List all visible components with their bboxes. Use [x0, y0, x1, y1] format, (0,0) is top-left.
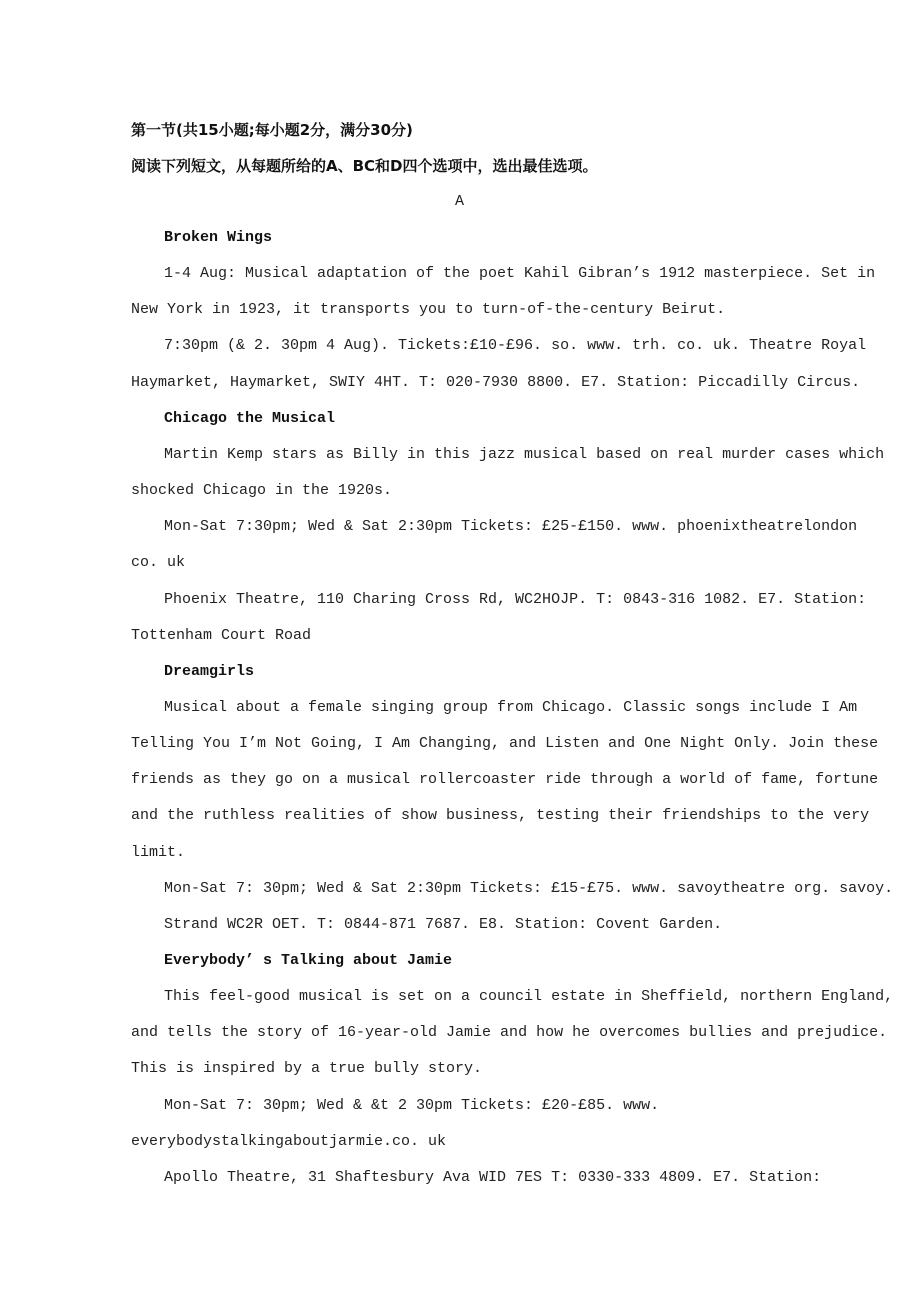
passage-line: Haymarket, Haymarket, SWIY 4HT. T: 020-7930 8800. E7. Station: Piccadilly Circus.	[131, 374, 861, 391]
passage-line: everybodystalkingaboutjarmie.co. uk	[131, 1133, 447, 1150]
passage-line: 1-4 Aug: Musical adaptation of the poet Kahil Gibran’s 1912 masterpiece. Set in	[164, 265, 876, 282]
passage-line: and the ruthless realities of show business, testing their friendships to the very	[131, 807, 870, 824]
passage-line: co. uk	[131, 554, 186, 571]
passage-line: New York in 1923, it transports you to turn-of-the-century Beirut.	[131, 301, 726, 318]
passage-line: Phoenix Theatre, 110 Charing Cross Rd, WC2HOJP. T: 0843-316 1082. E7. Station:	[164, 591, 867, 608]
passage-line: Mon-Sat 7: 30pm; Wed & &t 2 30pm Tickets: £20-£85. www.	[164, 1097, 660, 1114]
show-title: Everybody’ s Talking about Jamie	[164, 952, 453, 969]
show-title: Dreamgirls	[164, 663, 255, 680]
show-title: Broken Wings	[164, 229, 273, 246]
passage-line: This is inspired by a true bully story.	[131, 1060, 483, 1077]
show-title: Chicago the Musical	[164, 410, 336, 427]
passage-label: A	[455, 193, 465, 210]
section-header: 第一节(共15小题;每小题2分，满分30分)	[131, 121, 413, 139]
passage-line: and tells the story of 16-year-old Jamie and how he overcomes bullies and prejudice.	[131, 1024, 888, 1041]
passage-line: Telling You I’m Not Going, I Am Changing, and Listen and One Night Only. Join these	[131, 735, 879, 752]
passage-line: Apollo Theatre, 31 Shaftesbury Ava WID 7ES T: 0330-333 4809. E7. Station:	[164, 1169, 822, 1186]
passage-line: friends as they go on a musical rollercoaster ride through a world of fame, fortune	[131, 771, 879, 788]
passage-line: 7:30pm (& 2. 30pm 4 Aug). Tickets:£10-£96. so. www. trh. co. uk. Theatre Royal	[164, 337, 867, 354]
passage-line: Strand WC2R OET. T: 0844-871 7687. E8. Station: Covent Garden.	[164, 916, 723, 933]
passage-line: Musical about a female singing group from Chicago. Classic songs include I Am	[164, 699, 858, 716]
passage-line: shocked Chicago in the 1920s.	[131, 482, 393, 499]
instruction-text: 阅读下列短文，从每题所给的A、BC和D四个选项中，选出最佳选项。	[131, 157, 598, 175]
passage-line: Mon-Sat 7:30pm; Wed & Sat 2:30pm Tickets: £25-£150. www. phoenixtheatrelondon	[164, 518, 858, 535]
passage-line: Mon-Sat 7: 30pm; Wed & Sat 2:30pm Tickets: £15-£75. www. savoytheatre org. savoy.	[164, 880, 894, 897]
passage-line: limit.	[131, 844, 186, 861]
passage-line: This feel-good musical is set on a council estate in Sheffield, northern England,	[164, 988, 894, 1005]
passage-line: Tottenham Court Road	[131, 627, 312, 644]
passage-line: Martin Kemp stars as Billy in this jazz musical based on real murder cases which	[164, 446, 885, 463]
